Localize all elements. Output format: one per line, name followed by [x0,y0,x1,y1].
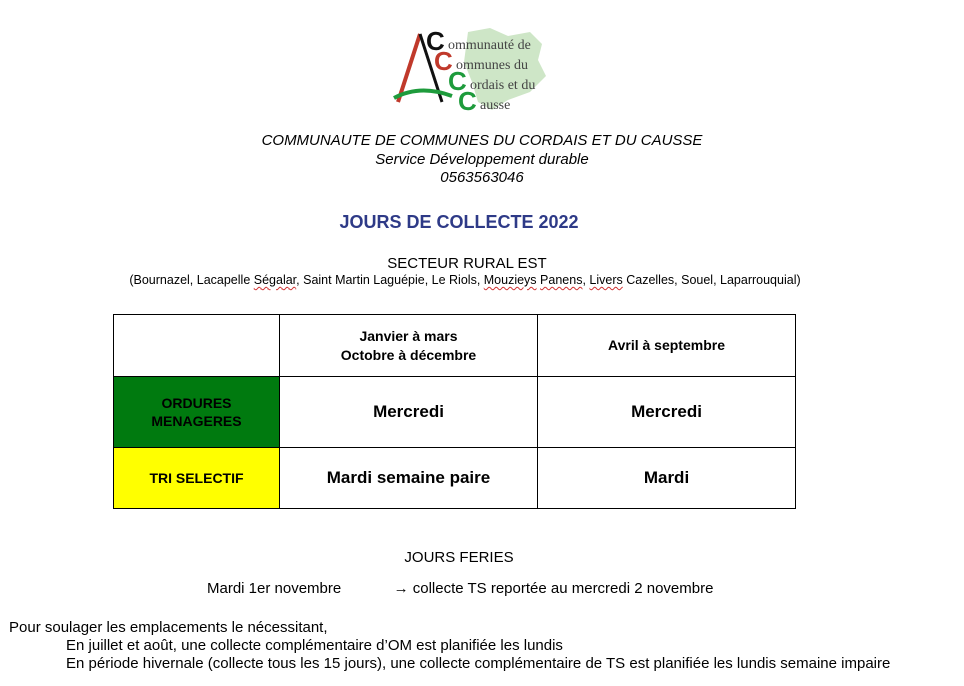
communes-text: Mouzieys [483,273,537,287]
logo-text-line: ausse [480,98,511,113]
notes-line: En période hivernale (collecte tous les 15 jours), une collecte complémentaire de TS est planifiée les lundis semaine impaire [66,655,891,672]
table-row [114,377,796,448]
om-period2-day: Mercredi [538,377,796,448]
collection-schedule-table [113,314,796,509]
om-label-line: MENAGERES [151,413,242,429]
period1-header-line: Janvier à mars [359,327,458,344]
communes-text: , Saint Martin Laguépie, Le Riols, [296,273,484,287]
tri-selectif-label: TRI SELECTIF [114,448,280,509]
holiday-note: collecte TS reportée au mercredi 2 novembre [412,580,714,597]
arrow-icon: → [393,580,409,597]
om-label-line: ORDURES [161,395,232,411]
page-title: JOURS DE COLLECTE 2022 [339,212,579,232]
communes-text: Livers [589,273,623,287]
phone-number: 0563563046 [440,169,524,186]
ts-period2-day: Mardi [538,448,796,509]
sector-communes [0,273,930,287]
om-period1-day: Mercredi [280,377,538,448]
service-name: Service Développement durable [375,151,589,168]
community-logo [380,22,560,120]
holidays-title: JOURS FERIES [404,549,514,566]
period1-header [280,315,538,377]
logo-text-line: ordais et du [470,78,536,93]
holiday-entry [207,580,713,597]
sector-name: SECTEUR RURAL EST [387,255,547,272]
logo-letter: C [458,86,477,116]
period1-header-line: Octobre à décembre [340,346,477,363]
logo-letter: C [426,26,445,56]
communes-text: (Bournazel, Lacapelle [129,273,254,287]
notes-intro: Pour soulager les emplacements le nécessitant, [9,619,328,636]
communes-text: , [582,273,590,287]
communes-text: Cazelles, Souel, Laparrouquial) [622,273,801,287]
holiday-date: Mardi 1er novembre [207,580,342,597]
ts-period1-day: Mardi semaine paire [280,448,538,509]
organization-name: COMMUNAUTE DE COMMUNES DU CORDAIS ET DU CAUSSE [261,132,703,149]
logo-text-line: ommunes du [456,58,528,73]
communes-text: Ségalar [253,273,297,287]
logo-letter: C [434,46,453,76]
table-row [114,448,796,509]
empty-header-cell [114,315,280,377]
logo-letter: C [448,66,467,96]
notes-line: En juillet et août, une collecte complémentaire d’OM est planifiée les lundis [66,637,563,654]
period2-header: Avril à septembre [538,315,796,377]
logo-text-line: ommunauté de [448,38,531,53]
communes-text: Panens [540,273,583,287]
ordures-menageres-label [114,377,280,448]
table-header-row [114,315,796,377]
